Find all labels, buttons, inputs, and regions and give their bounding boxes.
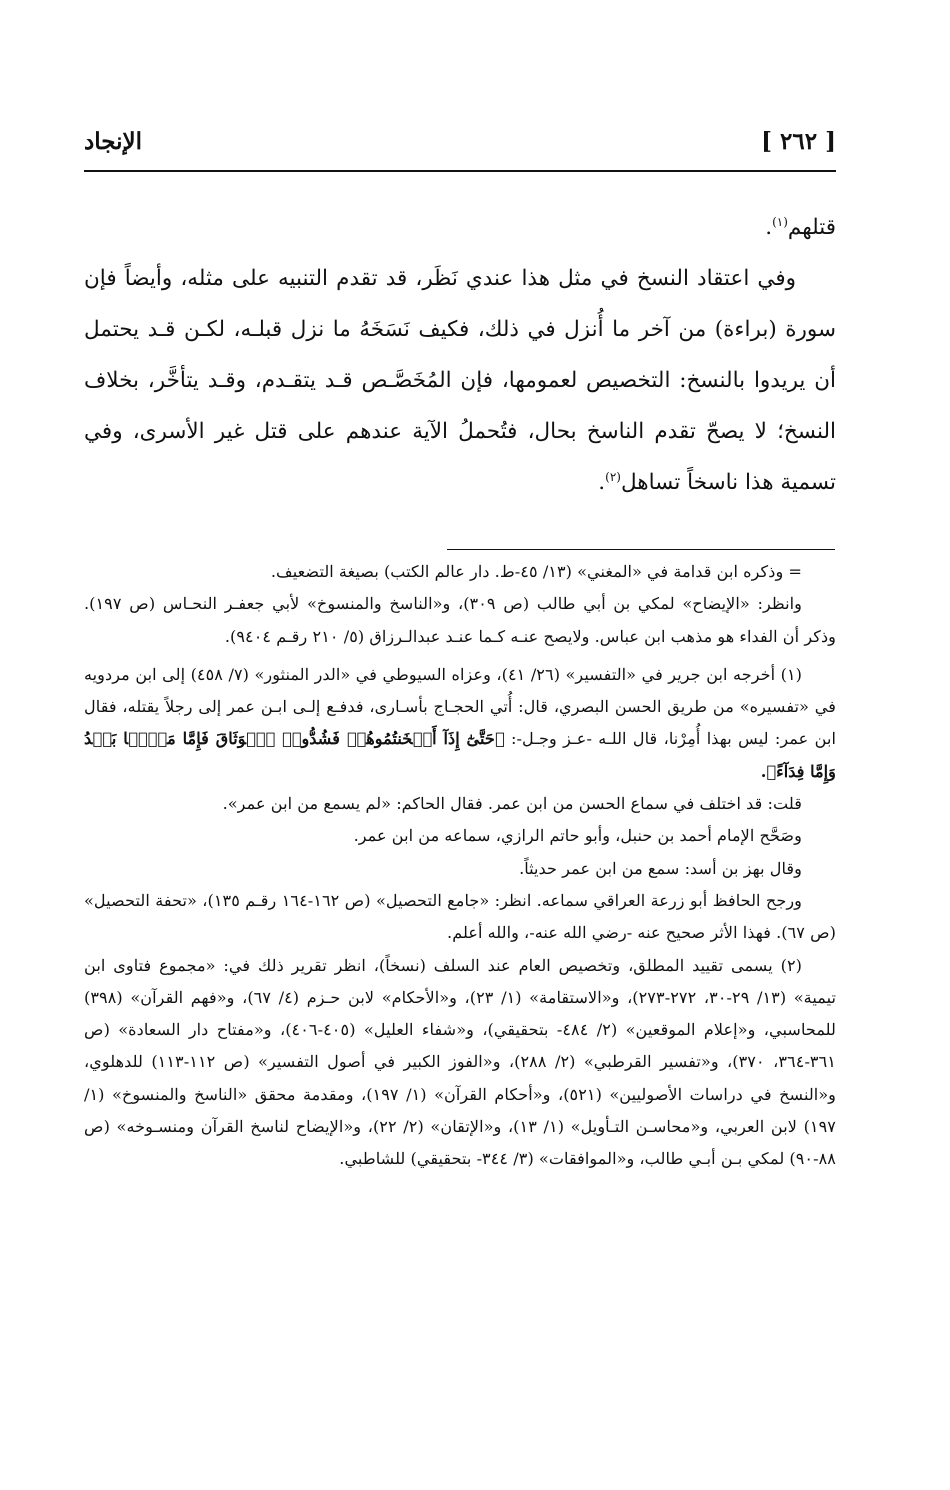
footnote-1-note: وصَحَّح الإمام أحمد بن حنبل، وأبو حاتم الرازي، سماعه من ابن عمر. [353,826,802,846]
footnote-text: (١) أخرجه ابن جرير في «التفسير» (٢٦/ ٤١)، وعزاه السيوطي في «الدر المنثور» (٧/ ٤٥٨) إلى ابن مردويه في «تفسيره» من طريق الحسن البصري، قال: أُتي الحجـاج بأسـارى، فدفـع إلـى ابـن عمر إلى رجلاً يقتله، فقال ابن عمر: ليس بهذا أُمِرْنا، قال اللـه -عـز وجـل-: [84,664,836,749]
footnote-2: (٢) يسمى تقييد المطلق، وتخصيص العام عند السلف (نسخاً)، انظر تقرير ذلك في: «مجموع فتاوى ابن تيمية» (١٣/ ٢٩-٣٠، ٢٧٢-٢٧٣)، و«الاستقامة» (١/ ٢٣)، و«الأحكام» لابن حـزم (٤/ ٦٧)، و«فهم القرآن» (٣٩٨) للمحاسبي، و«إعلام الموقعين» (٢/ ٤٨٤- بتحقيقي)، و«شفاء العليل» (٤٠٥-٤٠٦)، و«مفتاح دار السعادة» (ص ٣٦١-٣٦٤، ٣٧٠)، و«تفسير القرطبي» (٢/ ٢٨٨)، و«الفوز الكبير في أصول التفسير» (ص ١١٢-١١٣) للدهلوي، و«النسخ في دراسات الأصوليين» (٥٢١)، و«أحكام القرآن» (١/ ١٩٧)، ومقدمة محقق «الناسخ والمنسوخ» (١/ ١٩٧) لابن العربي، و«محاسـن التـأويل» (١/ ١٣)، و«الإتقان» (٢/ ٢٢)، و«الإيضاح لناسخ القرآن ومنسـوخه» (ص ٨٨-٩٠) لمكي بـن أبـي طالب، و«الموافقات» (٣/ ٣٤٤- بتحقيقي) للشاطبي. [84,955,837,1169]
footnote-divider [447,549,835,550]
main-text [84,202,836,508]
footnote-continued: وانظر: «الإيضاح» لمكي بن أبي طالب (ص ٣٠٩)، و«الناسخ والمنسوخ» لأبي جعفـر النحـاس (ص ١٩٧). وذكر أن الفداء هو مذهب ابن عباس. ولايصح عنـه كـما عنـد عبدالـرزاق (٥/ ٢١٠ رقـم ٩٤٠٤). [84,594,836,646]
footnote-1 [84,659,836,788]
paragraph-end: . [765,215,773,240]
paragraph-main [84,253,836,508]
paragraph-end: . [598,470,606,495]
footnote-1-note: قلت: قد اختلف في سماع الحسن من ابن عمر. فقال الحاكم: «لم يسمع من ابن عمر». [222,794,802,814]
paragraph-text: وفي اعتقاد النسخ في مثل هذا عندي نَظَر، قد تقدم التنبيه على مثله، وأيضاً فإن سورة (براءة) من آخر ما أُنزل في ذلك، فكيف نَسَخَهُ ما نزل قبلـه، لكـن قـد يحتمل أن يريدوا بالنسخ: التخصيص لعمومها، فإن المُخَصَّـص قـد يتقـدم، وقـد يتأخَّر، بخلاف النسخ؛ لا يصحّ تقدم الناسخ بحال، فتُحملُ الآية عندهم على قتل غير الأسرى، وفي تسمية هذا ناسخاً تساهل [84,266,836,495]
page-number: [ ٢٦٢ ] [761,128,836,155]
footnote-1-note: ورجح الحافظ أبو زرعة العراقي سماعه. انظر: «جامع التحصيل» (ص ١٦٢-١٦٤ رقـم ١٣٥)، «تحفة التحصيل» (ص ٦٧). فهذا الأثر صحيح عنه -رضي الله عنه-، والله أعلم. [84,890,836,943]
footnotes [84,556,836,1176]
footnote-continued: = وذكره ابن قدامة في «المغني» (١٣/ ٤٥-ط. دار عالم الكتب) بصيغة التضعيف. [270,562,802,581]
page-header [84,128,836,164]
paragraph-opening [84,202,836,253]
quran-verse: ﴿حَتَّىٰٓ إِذَآ أَثۡخَنتُمُوهُمۡ فَشُدُّوا۟ ٱلۡوَثَاقَ فَإِمَّا مَنَّۢا بَعۡدُ وَإِمَّا فِدَآءً﴾. [84,729,836,781]
footnote-ref-1: (١) [772,214,788,229]
running-title: الإنجاد [84,128,143,155]
paragraph-text: قتلهم [787,215,836,240]
footnote-ref-2: (٢) [605,469,621,484]
footnote-1-note: وقال بهز بن أسد: سمع من ابن عمر حديثاً. [519,858,802,878]
header-divider [84,170,836,172]
